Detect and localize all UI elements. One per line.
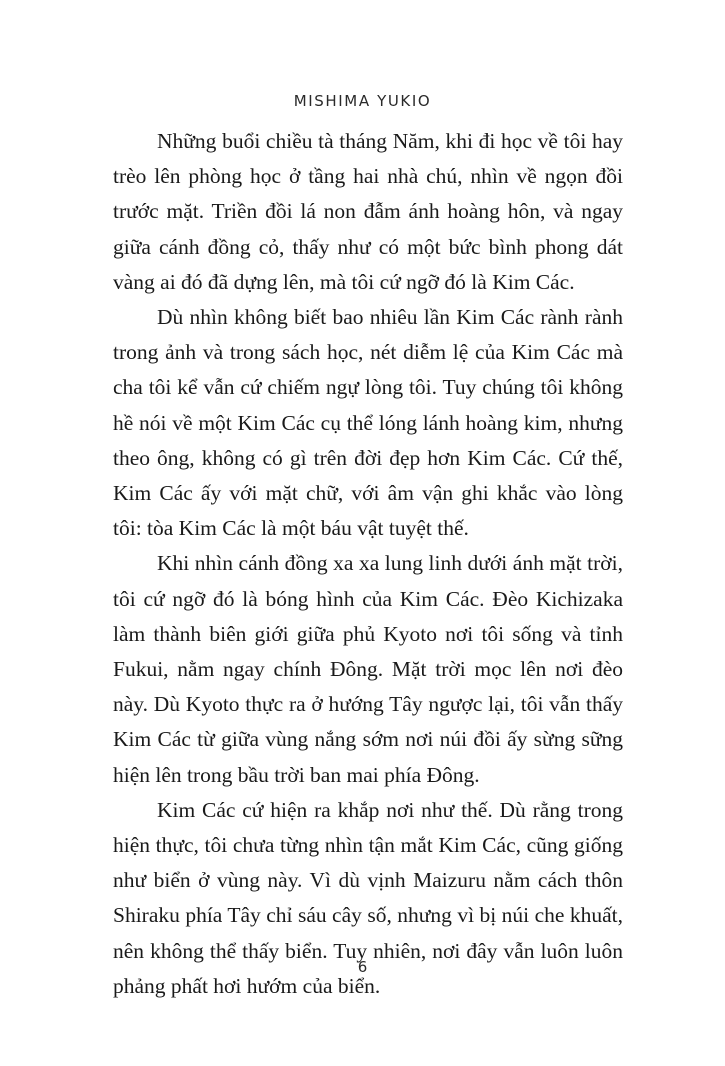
running-header-title: MISHIMA YUKIO — [293, 92, 432, 110]
page-body-text — [113, 124, 623, 1004]
paragraph-2: Dù nhìn không biết bao nhiêu lần Kim Các rành rành trong ảnh và trong sách học, nét diễm lệ của Kim Các mà cha tôi kể vẫn cứ chiếm ngự lòng tôi. Tuy chúng tôi không hề nói về một Kim Các cụ thể lóng lánh hoàng kim, nhưng theo ông, không có gì trên đời đẹp hơn Kim Các. Cứ thế, Kim Các ấy với mặt chữ, với âm vận ghi khắc vào lòng tôi: tòa Kim Các là một báu vật tuyệt thế. — [113, 305, 623, 541]
paragraph-1: Những buổi chiều tà tháng Năm, khi đi học về tôi hay trèo lên phòng học ở tầng hai nhà chú, nhìn về ngọn đồi trước mặt. Triền đồi lá non đẫm ánh hoàng hôn, và ngay giữa cánh đồng cỏ, thấy như có một bức bình phong dát vàng ai đó đã dựng lên, mà tôi cứ ngỡ đó là Kim Các. — [113, 129, 623, 294]
paragraph-3: Khi nhìn cánh đồng xa xa lung linh dưới ánh mặt trời, tôi cứ ngỡ đó là bóng hình của Kim Các. Đèo Kichizaka làm thành biên giới giữa phủ Kyoto nơi tôi sống và tỉnh Fukui, nằm ngay chính Đông. Mặt trời mọc lên nơi đèo này. Dù Kyoto thực ra ở hướng Tây ngược lại, tôi vẫn thấy Kim Các từ giữa vùng nắng sớm nơi núi đồi ấy sừng sững hiện lên trong bầu trời ban mai phía Đông. — [113, 551, 623, 787]
paragraph-4: Kim Các cứ hiện ra khắp nơi như thế. Dù rằng trong hiện thực, tôi chưa từng nhìn tận mắt Kim Các, cũng giống như biển ở vùng này. Vì dù vịnh Maizuru nằm cách thôn Shiraku phía Tây chỉ sáu cây số, nhưng vì bị núi che khuất, nên không thể thấy biển. Tuy nhiên, nơi đây vẫn luôn luôn phảng phất hơi hướm của biển. — [113, 797, 623, 998]
page-number: 6 — [357, 958, 368, 976]
